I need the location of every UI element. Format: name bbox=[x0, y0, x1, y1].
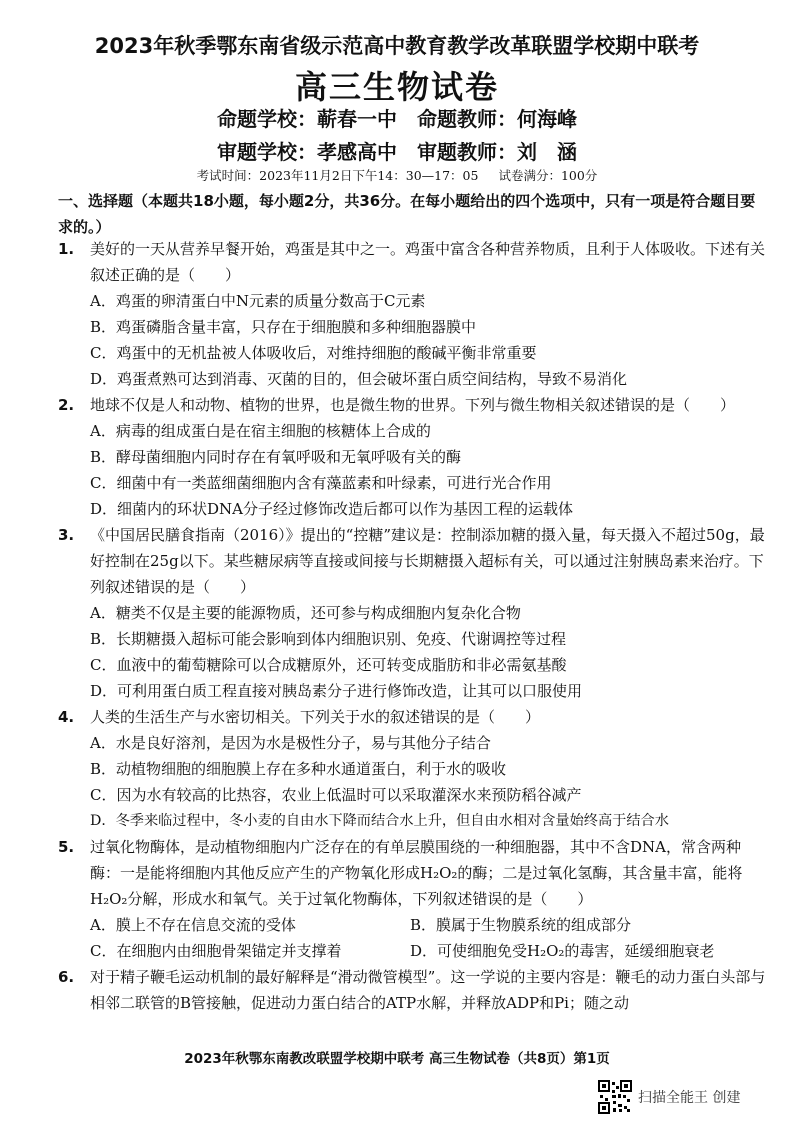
proposer-line: 命题学校：蕲春一中 命题教师：何海峰 bbox=[217, 107, 577, 131]
question-stem: 过氧化物酶体，是动植物细胞内广泛存在的有单层膜围绕的一种细胞器，其中不含DNA，常含两种酶：一是能将细胞内其他反应产生的产物氧化形成H₂O₂的酶；二是过氧化氢酶，其含量丰富，能将H₂O₂分解，形成水和氧气。关于过氧化物酶体，下列叙述错误的是（ ） bbox=[90, 838, 743, 908]
option-b: B．酵母菌细胞内同时存在有氧呼吸和无氧呼吸有关的酶 bbox=[90, 448, 462, 466]
full-score: 试卷满分：100分 bbox=[498, 168, 598, 183]
exam-info bbox=[0, 166, 794, 184]
option-d: D．冬季来临过程中，冬小麦的自由水下降而结合水上升，但自由水相对含量始终高于结合水 bbox=[90, 813, 669, 829]
qr-code-icon bbox=[598, 1080, 632, 1114]
question-stem: 地球不仅是人和动物、植物的世界，也是微生物的世界。下列与微生物相关叙述错误的是（ ） bbox=[90, 396, 736, 414]
question-number: 1. bbox=[58, 240, 75, 258]
reviewer-line: 审题学校：孝感高中 审题教师：刘 涵 bbox=[217, 140, 577, 164]
option-a: A．膜上不存在信息交流的受体 bbox=[90, 916, 296, 934]
option-d: D．鸡蛋煮熟可达到消毒、灭菌的目的，但会破坏蛋白质空间结构，导致不易消化 bbox=[90, 370, 628, 388]
option-d: D．细菌内的环状DNA分子经过修饰改造后都可以作为基因工程的运载体 bbox=[90, 500, 574, 518]
option-d: D．可使细胞免受H₂O₂的毒害，延缓细胞衰老 bbox=[410, 942, 715, 960]
exam-time: 考试时间：2023年11月2日下午14：30—17：05 bbox=[196, 168, 479, 183]
question-number: 3. bbox=[58, 526, 75, 544]
option-c: C．因为水有较高的比热容，农业上低温时可以采取灌深水来预防稻谷减产 bbox=[90, 786, 582, 804]
question-number: 2. bbox=[58, 396, 75, 414]
page-footer: 2023年秋鄂东南教改联盟学校期中联考 高三生物试卷（共8页）第1页 bbox=[184, 1051, 610, 1067]
option-b: B．膜属于生物膜系统的组成部分 bbox=[410, 916, 632, 934]
option-c: C．鸡蛋中的无机盐被人体吸收后，对维持细胞的酸碱平衡非常重要 bbox=[90, 344, 537, 362]
question-4 bbox=[58, 704, 770, 730]
exam-subject: 高三生物试卷 bbox=[294, 68, 499, 106]
option-a: A．病毒的组成蛋白是在宿主细胞的核糖体上合成的 bbox=[90, 422, 431, 440]
option-a: A．糖类不仅是主要的能源物质，还可参与构成细胞内复杂化合物 bbox=[90, 604, 521, 622]
exam-title: 2023年秋季鄂东南省级示范高中教育教学改革联盟学校期中联考 bbox=[94, 34, 700, 58]
question-stem: 对于精子鞭毛运动机制的最好解释是“滑动微管模型”。这一学说的主要内容是：鞭毛的动力蛋白头部与相邻二联管的B管接触，促进动力蛋白结合的ATP水解，并释放ADP和Pi；随之动 bbox=[90, 968, 766, 1012]
option-c: C．细菌中有一类蓝细菌细胞内含有藻蓝素和叶绿素，可进行光合作用 bbox=[90, 474, 552, 492]
question-number: 6. bbox=[58, 968, 75, 986]
question-6 bbox=[58, 964, 770, 1016]
question-2 bbox=[58, 392, 770, 418]
option-a: A．水是良好溶剂，是因为水是极性分子，易与其他分子结合 bbox=[90, 734, 491, 752]
option-b: B．长期糖摄入超标可能会影响到体内细胞识别、免疫、代谢调控等过程 bbox=[90, 630, 567, 648]
question-5 bbox=[58, 834, 770, 912]
question-3 bbox=[58, 522, 770, 600]
question-stem: 美好的一天从营养早餐开始，鸡蛋是其中之一。鸡蛋中富含各种营养物质，且利于人体吸收。下述有关叙述正确的是（ ） bbox=[90, 240, 766, 284]
option-c: C．血液中的葡萄糖除可以合成糖原外，还可转变成脂肪和非必需氨基酸 bbox=[90, 656, 567, 674]
option-b: B．动植物细胞的细胞膜上存在多种水通道蛋白，利于水的吸收 bbox=[90, 760, 507, 778]
question-1 bbox=[58, 236, 770, 288]
question-number: 5. bbox=[58, 838, 75, 856]
watermark-text: 扫描全能王 创建 bbox=[638, 1090, 741, 1106]
option-c: C．在细胞内由细胞骨架锚定并支撑着 bbox=[90, 942, 342, 960]
section-heading: 一、选择题（本题共18小题，每小题2分，共36分。在每小题给出的四个选项中，只有一项是符合题目要求的。） bbox=[58, 192, 756, 236]
question-stem: 人类的生活生产与水密切相关。下列关于水的叙述错误的是（ ） bbox=[90, 708, 541, 726]
option-a: A．鸡蛋的卵清蛋白中N元素的质量分数高于C元素 bbox=[90, 292, 426, 310]
scanner-watermark bbox=[598, 1080, 740, 1114]
question-stem: 《中国居民膳食指南（2016）》提出的“控糖”建议是：控制添加糖的摄入量，每天摄入不超过50g，最好控制在25g以下。某些糖尿病等直接或间接与长期糖摄入超标有关，可以通过注射胰岛素来治疗。下列叙述错误的是（ ） bbox=[90, 526, 765, 596]
option-b: B．鸡蛋磷脂含量丰富，只存在于细胞膜和多种细胞器膜中 bbox=[90, 318, 477, 336]
option-d: D．可利用蛋白质工程直接对胰岛素分子进行修饰改造，让其可以口服使用 bbox=[90, 682, 583, 700]
question-number: 4. bbox=[58, 708, 75, 726]
